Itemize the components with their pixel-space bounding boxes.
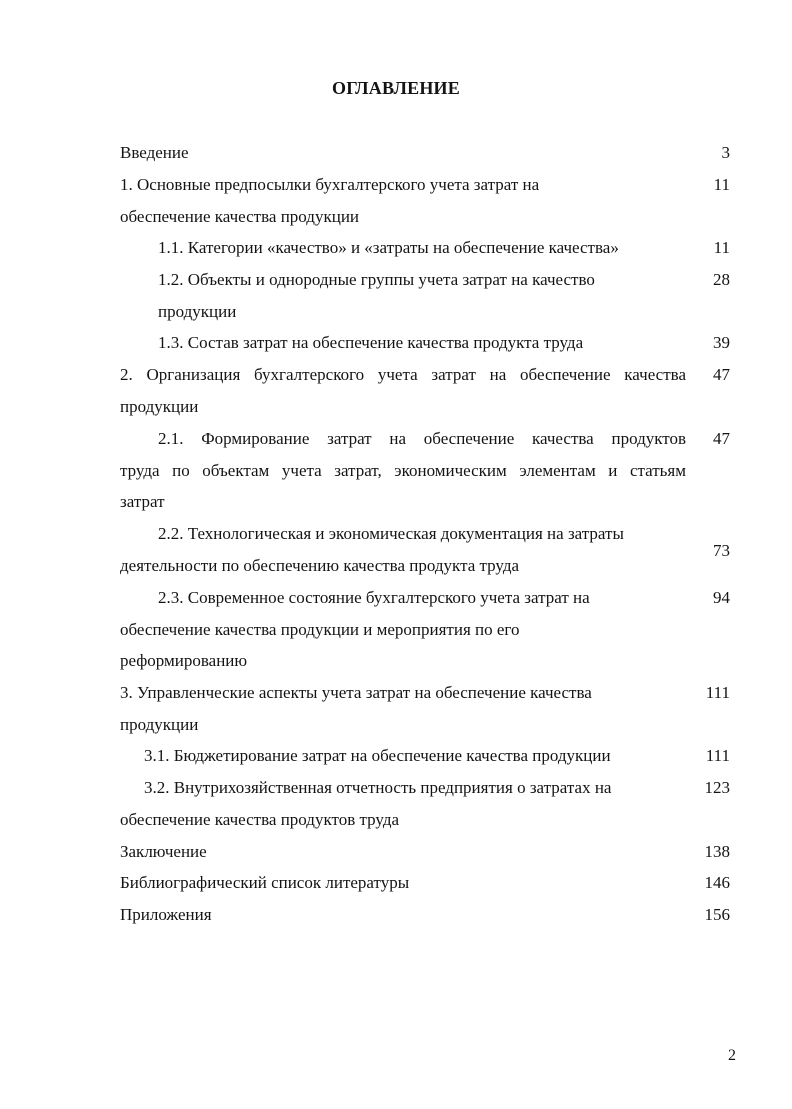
toc-page-number: 156 [704, 905, 730, 924]
toc-entry-line: труда по объектам учета затрат, экономическим элементам и статьям [120, 460, 686, 480]
toc-entry-chapter-3[interactable] [120, 677, 730, 740]
toc-entry-line: 3.2. Внутрихозяйственная отчетность предприятия о затратах на [144, 778, 612, 797]
toc-entry-line: Библиографический список литературы [120, 873, 410, 892]
toc-entry-line: продукции [120, 714, 199, 734]
toc-entry-line: деятельности по обеспечению качества продукта труда [120, 555, 520, 575]
toc-entry-line: 1.3. Состав затрат на обеспечение качества продукта труда [158, 333, 584, 352]
toc-entry-chapter-2[interactable] [120, 359, 730, 422]
toc-entry-section-3-2[interactable] [120, 772, 730, 835]
toc-entry-section-1-2[interactable] [120, 264, 730, 327]
toc-page-number: 47 [713, 365, 730, 384]
toc-page-number: 73 [713, 541, 730, 560]
toc-entry-section-1-3[interactable] [120, 327, 730, 359]
toc-entry-bibliography[interactable] [120, 867, 730, 899]
page-number: 2 [728, 1047, 736, 1064]
toc-page-number: 11 [713, 175, 730, 194]
toc-page-number: 3 [721, 143, 730, 162]
toc-entry-line: 2.1. Формирование затрат на обеспечение качества продуктов [158, 429, 686, 448]
toc-entry-line: Приложения [120, 905, 212, 924]
toc-page-number: 111 [705, 683, 730, 702]
toc-page-number: 111 [705, 746, 730, 765]
toc-entry-section-3-1[interactable] [120, 740, 730, 772]
toc-entry-line: 2.2. Технологическая и экономическая документация на затраты [158, 524, 624, 543]
toc-page-number: 138 [704, 842, 730, 861]
toc-entry-line: обеспечение качества продукции и мероприятия по его [120, 619, 520, 639]
toc-entry-line: 1.2. Объекты и однородные группы учета затрат на качество [158, 270, 595, 289]
toc-entry-line: 2.3. Современное состояние бухгалтерского учета затрат на [158, 588, 590, 607]
toc-entry-line: реформированию [120, 651, 248, 671]
toc-page-number: 94 [713, 588, 730, 607]
toc-entry-section-2-2[interactable] [120, 518, 730, 581]
toc-entry-line: 2. Организация бухгалтерского учета затрат на обеспечение качества [120, 365, 686, 384]
toc-entry-section-2-3[interactable] [120, 582, 730, 677]
toc-entry-line: 1.1. Категории «качество» и «затраты на обеспечение качества» [158, 238, 619, 257]
toc-entry-section-1-1[interactable] [120, 232, 730, 264]
toc-entry-line: продукции [158, 301, 237, 321]
toc-entry-line: обеспечение качества продукции [120, 206, 360, 226]
toc-entry-conclusion[interactable] [120, 836, 730, 868]
toc-page-number: 39 [713, 333, 730, 352]
toc-entry-line: Заключение [120, 842, 207, 861]
toc-entry-line: продукции [120, 396, 199, 416]
toc-entry-line: обеспечение качества продуктов труда [120, 809, 400, 829]
toc-entry-introduction[interactable] [120, 137, 730, 169]
toc-entry-chapter-1[interactable] [120, 169, 730, 232]
toc-entry-line: Введение [120, 143, 189, 162]
toc-entry-section-2-1[interactable] [120, 423, 730, 518]
toc-page-number: 123 [704, 778, 730, 797]
toc-entry-line: затрат [120, 492, 165, 512]
toc-entry-line: 1. Основные предпосылки бухгалтерского учета затрат на [120, 175, 540, 194]
toc-entry-line: 3. Управленческие аспекты учета затрат на обеспечение качества [120, 683, 592, 702]
toc-page-number: 11 [713, 238, 730, 257]
toc-page-number: 28 [713, 270, 730, 289]
toc-title: ОГЛАВЛЕНИЕ [332, 78, 460, 98]
toc-entry-line: 3.1. Бюджетирование затрат на обеспечение качества продукции [144, 746, 611, 765]
toc-entry-appendices[interactable] [120, 899, 730, 931]
toc-page-number: 47 [713, 429, 730, 448]
toc-page-number: 146 [704, 873, 730, 892]
